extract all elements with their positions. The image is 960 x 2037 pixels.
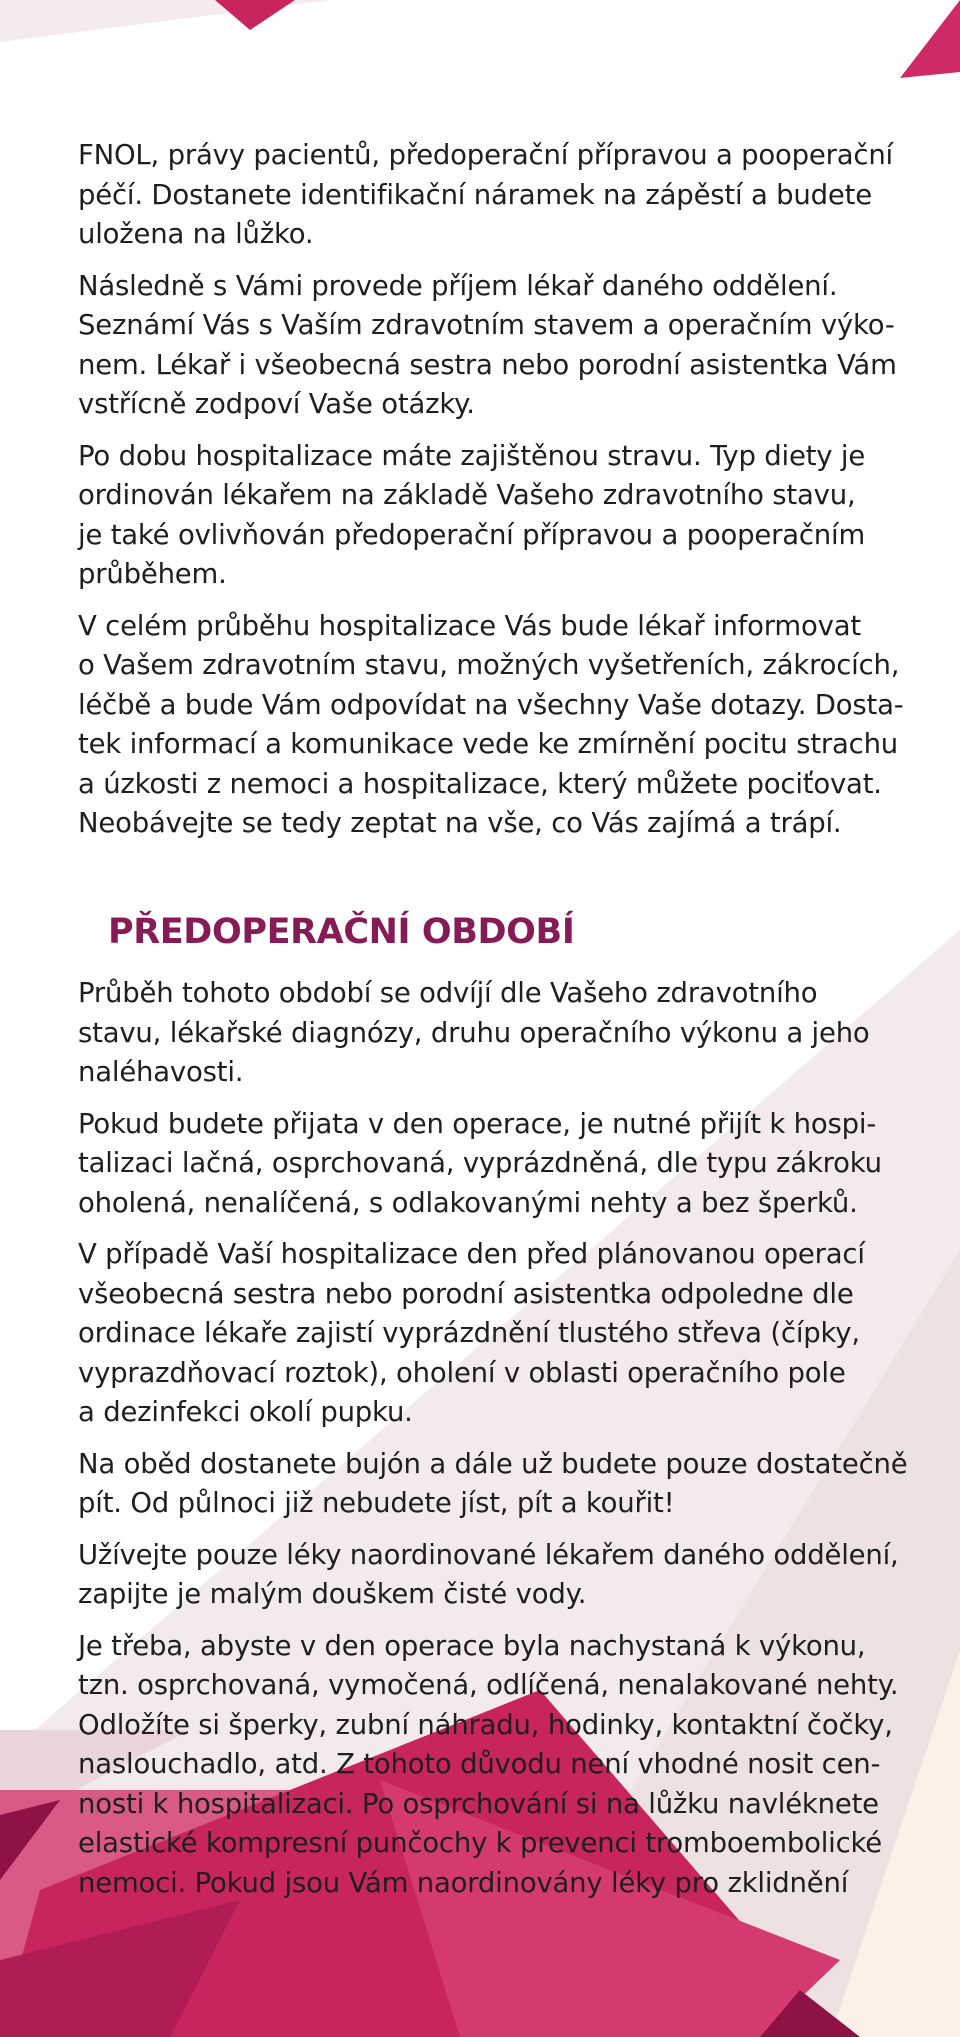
text-line: tek informací a komunikace vede ke zmírnění pocitu strachu (78, 728, 899, 760)
text-line: o Vašem zdravotním stavu, možných vyšetřeních, zákrocích, (78, 649, 900, 681)
paragraph (78, 974, 918, 1093)
paragraph (78, 437, 908, 595)
paragraph (78, 607, 908, 844)
text-line: Neobávejte se tedy zeptat na vše, co Vás zajímá a trápí. (78, 807, 842, 839)
text-line: ordinován lékařem na základě Vašeho zdravotního stavu, (78, 479, 856, 511)
text-line: a úzkosti z nemoci a hospitalizace, který můžete pociťovat. (78, 767, 882, 800)
top-right-shard (900, 0, 960, 78)
text-line: uložena na lůžko. (78, 218, 314, 250)
text-line: vstřícně zodpoví Vaše otázky. (78, 388, 475, 420)
text-line: péčí. Dostanete identifikační náramek na zápěstí a budete (78, 178, 872, 211)
text-line: průběhem. (78, 558, 227, 590)
text-line: vyprazdňovací roztok), oholení v oblasti operačního pole (78, 1356, 846, 1389)
text-line: V celém průběhu hospitalizace Vás bude lékař informovat (78, 609, 861, 642)
text-line: talizaci lačná, osprchovaná, vyprázdněná, dle typu zákroku (78, 1147, 882, 1179)
paragraph (78, 1235, 918, 1433)
text-line: zapijte je malým douškem čisté vody. (78, 1578, 587, 1610)
text-line: Užívejte pouze léky naordinované lékařem daného oddělení, (78, 1538, 899, 1571)
section-text (78, 974, 918, 1915)
text-line: stavu, lékařské diagnózy, druhu operačního výkonu a jeho (78, 1016, 870, 1049)
paragraph (78, 267, 908, 425)
section-heading: PŘEDOPERAČNÍ OBDOBÍ (108, 912, 575, 952)
text-line: Po dobu hospitalizace máte zajištěnou stravu. Typ diety je (78, 439, 866, 472)
text-line: všeobecná sestra nebo porodní asistentka odpoledne dle (78, 1277, 854, 1310)
text-line: elastické kompresní punčochy k prevenci tromboembolické (78, 1827, 882, 1859)
text-line: nosti k hospitalizaci. Po osprchování si na lůžku navléknete (78, 1787, 879, 1820)
text-line: Je třeba, abyste v den operace byla nachystaná k výkonu, (78, 1629, 866, 1662)
paragraph (78, 1627, 918, 1904)
text-line: Průběh tohoto období se odvíjí dle Vašeho zdravotního (78, 977, 818, 1009)
text-line: FNOL, právy pacientů, předoperační přípravou a pooperační (78, 139, 893, 171)
text-line: Seznámí Vás s Vaším zdravotním stavem a operačním výko- (78, 309, 895, 341)
text-line: naléhavosti. (78, 1056, 244, 1088)
text-line: je také ovlivňován předoperační přípravou a pooperačním (78, 518, 866, 551)
top-magenta-shard (215, 0, 295, 30)
text-line: Pokud budete přijata v den operace, je nutné přijít k hospi- (78, 1107, 877, 1140)
paragraph (78, 136, 908, 255)
paragraph (78, 1536, 918, 1615)
text-line: Odložíte si šperky, zubní náhradu, hodinky, kontaktní čočky, (78, 1708, 893, 1741)
paragraph (78, 1105, 918, 1224)
text-line: oholená, nenalíčená, s odlakovanými nehty a bez šperků. (78, 1186, 858, 1219)
paragraph (78, 1445, 918, 1524)
text-line: nemoci. Pokud jsou Vám naordinovány léky pro zklidnění (78, 1866, 849, 1899)
text-line: ordinace lékaře zajistí vyprázdnění tlustého střeva (čípky, (78, 1317, 860, 1349)
text-line: léčbě a bude Vám odpovídat na všechny Vaše dotazy. Dosta- (78, 688, 904, 721)
text-line: tzn. osprchovaná, vymočená, odlíčená, nenalakované nehty. (78, 1669, 899, 1701)
text-line: nem. Lékař i všeobecná sestra nebo porodní asistentka Vám (78, 348, 897, 381)
text-line: a dezinfekci okolí pupku. (78, 1396, 413, 1428)
text-line: V případě Vaší hospitalizace den před plánovanou operací (78, 1238, 865, 1270)
text-line: Na oběd dostanete bujón a dále už budete pouze dostatečně (78, 1447, 908, 1480)
text-line: naslouchadlo, atd. Z tohoto důvodu není vhodné nosit cen- (78, 1748, 881, 1780)
text-line: pít. Od půlnoci již nebudete jíst, pít a kouřit! (78, 1487, 675, 1519)
text-line: Následně s Vámi provede příjem lékař daného oddělení. (78, 269, 838, 302)
intro-text (78, 136, 908, 856)
